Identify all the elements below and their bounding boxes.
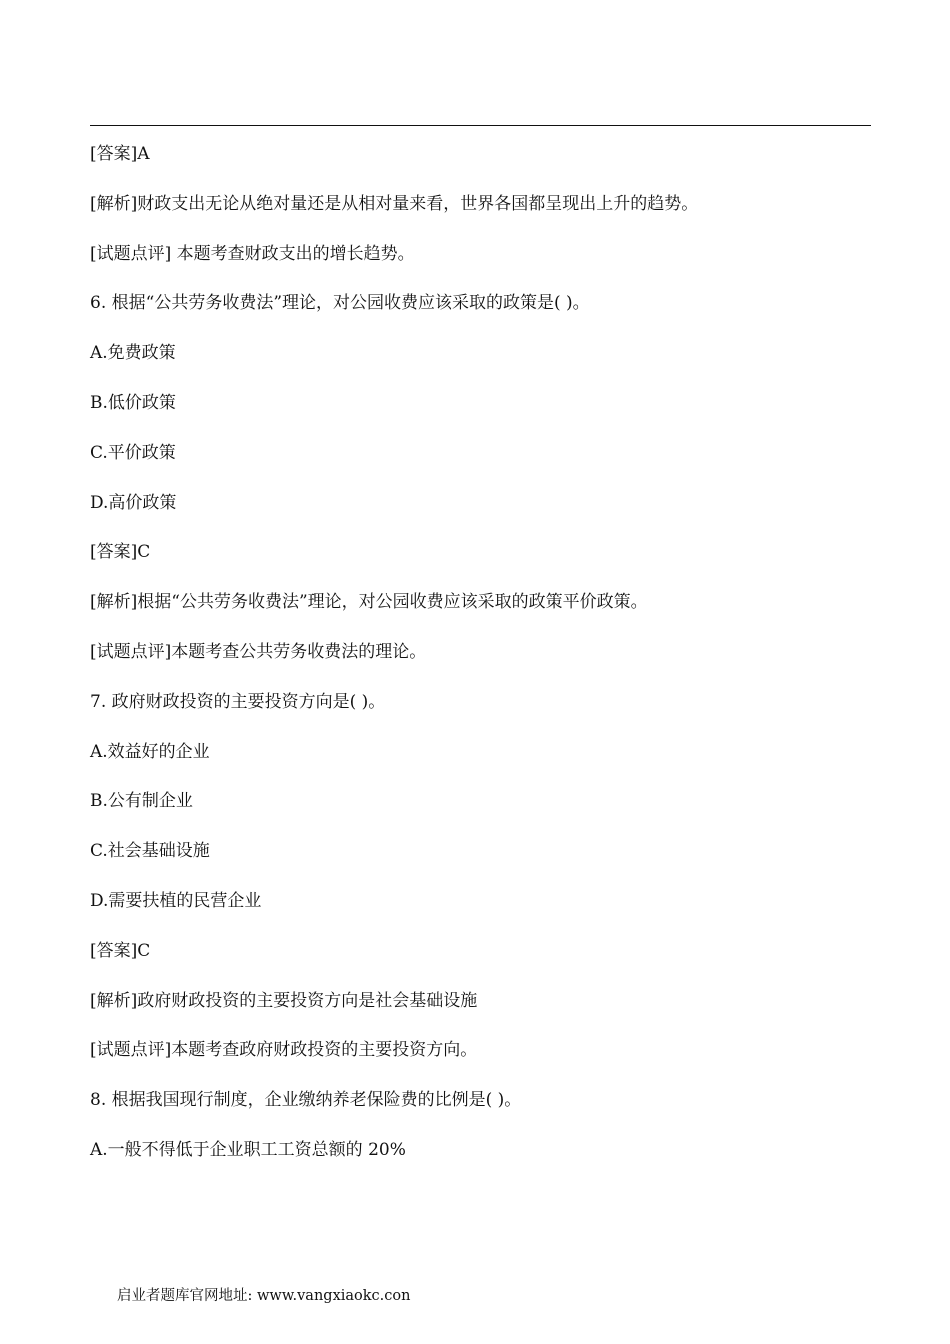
question-6-option-c: C.平价政策 bbox=[90, 442, 176, 463]
comment-line: [试题点评] 本题考查财政支出的增长趋势。 bbox=[90, 243, 415, 264]
question-7-answer: [答案]C bbox=[90, 940, 151, 961]
footer-website: 启业者题库官网地址: www.vangxiaokc.con bbox=[117, 1288, 411, 1304]
question-6-explanation: [解析]根据“公共劳务收费法”理论，对公园收费应该采取的政策平价政策。 bbox=[90, 592, 648, 613]
document-body bbox=[90, 140, 871, 1186]
question-6-comment: [试题点评]本题考查公共劳务收费法的理论。 bbox=[90, 641, 427, 662]
question-8: 8. 根据我国现行制度，企业缴纳养老保险费的比例是( )。 bbox=[90, 1090, 522, 1111]
question-6-option-b: B.低价政策 bbox=[90, 392, 176, 413]
header-rule bbox=[90, 125, 871, 126]
question-7-explanation: [解析]政府财政投资的主要投资方向是社会基础设施 bbox=[90, 990, 478, 1011]
question-8-option-a: A.一般不得低于企业职工工资总额的 20% bbox=[90, 1139, 406, 1160]
question-6-option-a: A.免费政策 bbox=[90, 343, 176, 364]
question-7-option-b: B.公有制企业 bbox=[90, 791, 193, 812]
answer-line: [答案]A bbox=[90, 144, 150, 164]
question-6-answer: [答案]C bbox=[90, 542, 151, 563]
explanation-line: [解析]财政支出无论从绝对量还是从相对量来看，世界各国都呈现出上升的趋势。 bbox=[90, 193, 699, 214]
question-7-option-d: D.需要扶植的民营企业 bbox=[90, 890, 262, 911]
question-6-option-d: D.高价政策 bbox=[90, 492, 177, 513]
question-7-option-c: C.社会基础设施 bbox=[90, 841, 210, 862]
question-6: 6. 根据“公共劳务收费法”理论，对公园收费应该采取的政策是( )。 bbox=[90, 293, 590, 314]
question-7: 7. 政府财政投资的主要投资方向是( )。 bbox=[90, 691, 386, 712]
question-7-comment: [试题点评]本题考查政府财政投资的主要投资方向。 bbox=[90, 1040, 478, 1061]
question-7-option-a: A.效益好的企业 bbox=[90, 741, 210, 762]
